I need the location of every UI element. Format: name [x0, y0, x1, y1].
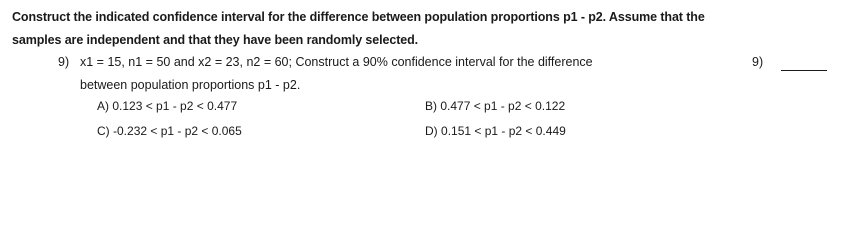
option-a-label: A): [97, 99, 109, 113]
question-text-line-1: x1 = 15, n1 = 50 and x2 = 23, n2 = 60; Construct a 90% confidence interval for the difference: [80, 55, 593, 69]
instructions-line-1: Construct the indicated confidence interval for the difference between population proportions p1 - p2. Assume that the: [12, 10, 705, 24]
option-a[interactable]: [97, 99, 237, 113]
option-b-text: 0.477 < p1 - p2 < 0.122: [440, 99, 566, 113]
option-d-label: D): [425, 124, 438, 138]
option-b[interactable]: [425, 99, 565, 113]
answer-blank[interactable]: [781, 70, 827, 71]
option-a-text: 0.123 < p1 - p2 < 0.477: [112, 99, 238, 113]
option-c[interactable]: [97, 124, 242, 138]
question-number: 9): [58, 55, 70, 69]
option-d-text: 0.151 < p1 - p2 < 0.449: [441, 124, 566, 138]
option-d[interactable]: [425, 124, 566, 138]
instructions-line-2: samples are independent and that they have been randomly selected.: [12, 33, 419, 47]
answer-number: 9): [752, 55, 764, 69]
option-b-label: B): [425, 99, 437, 113]
option-c-label: C): [97, 124, 110, 138]
option-c-text: -0.232 < p1 - p2 < 0.065: [113, 124, 242, 138]
question-text-line-2: between population proportions p1 - p2.: [80, 78, 301, 92]
